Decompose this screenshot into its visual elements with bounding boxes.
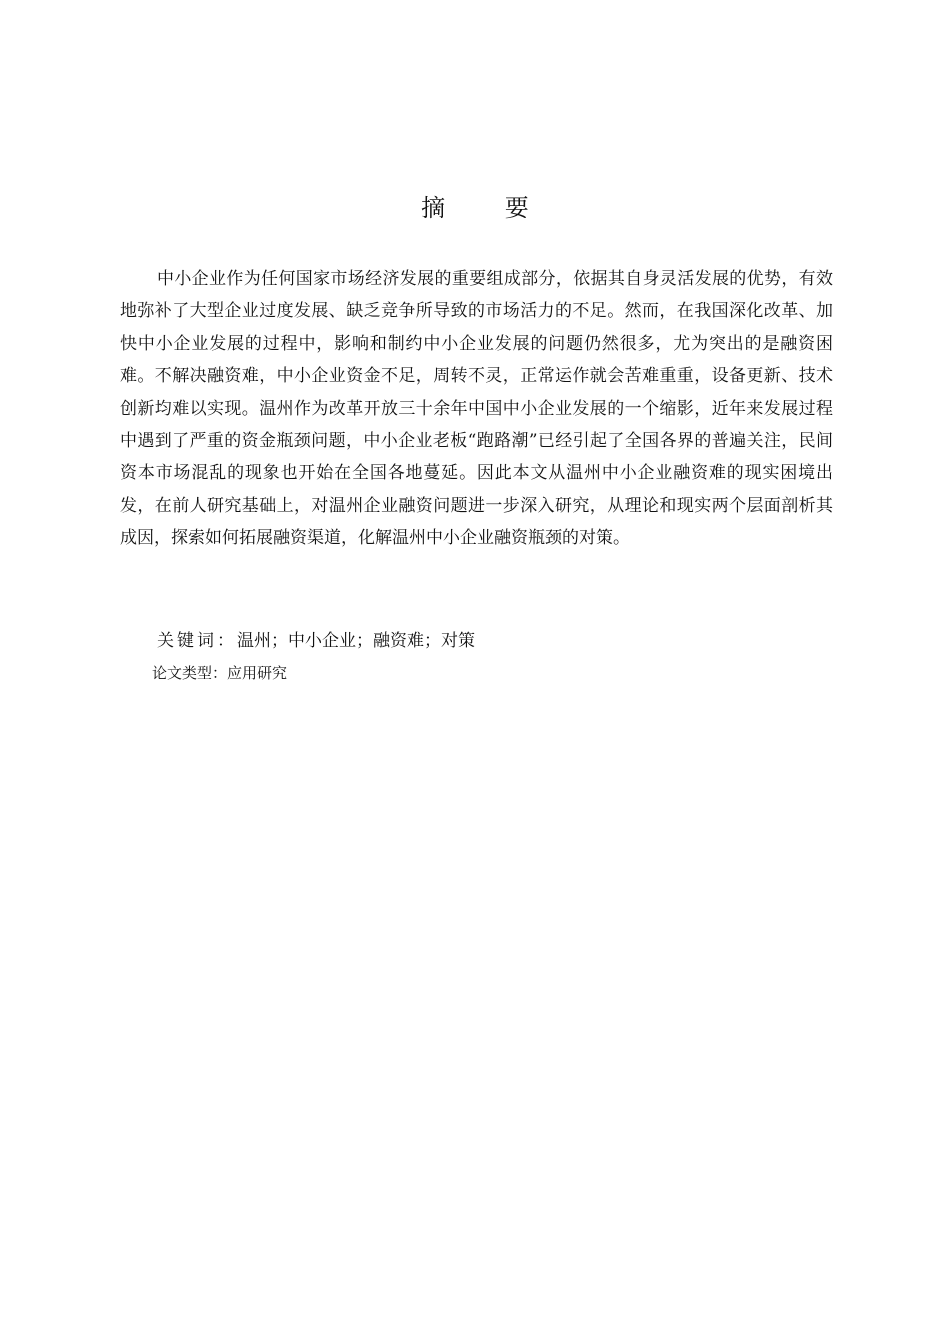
keywords-line xyxy=(157,626,475,656)
keywords-label: 关键词： xyxy=(157,631,237,651)
paper-type-line xyxy=(152,659,287,687)
keywords-value: 温州；中小企业；融资难；对策 xyxy=(237,631,475,651)
paper-type-value: 应用研究 xyxy=(227,664,288,682)
paper-type-label: 论文类型： xyxy=(152,664,228,682)
abstract-heading: 摘 要 xyxy=(421,194,555,222)
abstract-paragraph: 中小企业作为任何国家市场经济发展的重要组成部分，依据其自身灵活发展的优势，有效地弥补了大型企业过度发展、缺乏竞争所导致的市场活力的不足。然而，在我国深化改革、加快中小企业发展的过程中，影响和制约中小企业发展的问题仍然很多，尤为突出的是融资困难。不解决融资难，中小企业资金不足，周转不灵，正常运作就会苦难重重，设备更新、技术创新均难以实现。温州作为改革开放三十余年中国中小企业发展的一个缩影，近年来发展过程中遇到了严重的资金瓶颈问题，中小企业老板“跑路潮”已经引起了全国各界的普遍关注，民间资本市场混乱的现象也开始在全国各地蔓延。因此本文从温州中小企业融资难的现实困境出发，在前人研究基础上，对温州企业融资问题进一步深入研究，从理论和现实两个层面剖析其成因，探索如何拓展融资渠道，化解温州中小企业融资瓶颈的对策。 xyxy=(120,269,833,549)
